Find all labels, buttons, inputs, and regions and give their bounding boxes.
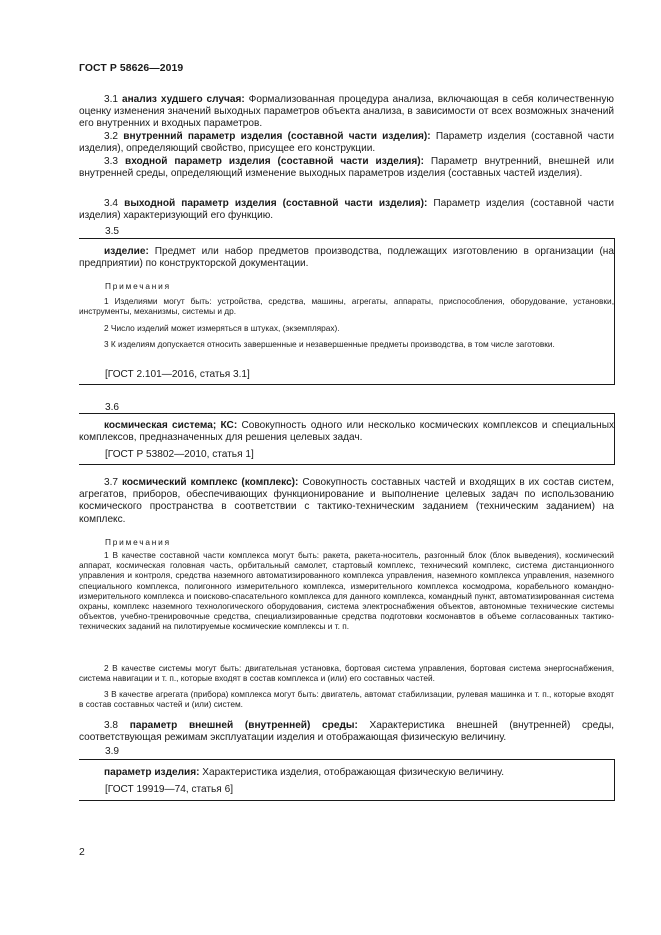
term-name: анализ худшего случая: xyxy=(121,94,245,105)
term-definition: Характеристика внешней (внутренней) среды, соответствующая режимам эксплуатации изделия и отображающая физическую величину. xyxy=(79,720,615,744)
term-name: параметр внешней (внутренней) среды: xyxy=(129,720,358,731)
term-3-7 xyxy=(79,477,614,526)
notes-heading: Примечания xyxy=(105,537,171,547)
term-definition: Параметр изделия (составной части изделия) характеризующий его функцию. xyxy=(79,198,614,222)
source-reference: [ГОСТ Р 53802—2010, статья 1] xyxy=(105,449,254,460)
term-name: внутренний параметр изделия (составной части изделия): xyxy=(123,131,431,142)
note-1: 1 В качестве составной части комплекса могут быть: ракета, ракета-носитель, разгонный блок (блок выведения), космический аппарат, космическая головная часть, орбитальный самолет, стартовый комплекс, технический комплекс, система дистанционного управления и контроля, средства наземного автоматизированного комплекса управления, наземного комплекса управления, наземного специального комплекса, полигонного измерительного комплекса, измерительного комплекса космодрома, корабельного командно-измерительного комплекса и поисково-спасательного комплекса для данного комплекса, командный пункт, автоматизированная система охраны, комплекс наземного технологического оборудования, система электроснабжения объектов, автономные технические системы объектов, учебно-тренировочные средства, специализированные средства подготовки космонавтов в объеме согласованных тактико-технических заданий на пилотируемые космические комплексы и т. п. xyxy=(79,550,614,632)
document-header: ГОСТ Р 58626—2019 xyxy=(79,63,184,74)
source-reference: [ГОСТ 19919—74, статья 6] xyxy=(105,784,233,795)
term-definition: Параметр изделия (составной части изделия), определяющий свойство, присущее его конструкции. xyxy=(79,131,614,155)
term-number-3-9: 3.9 xyxy=(105,746,120,757)
note-1: 1 Изделиями могут быть: устройства, средства, машины, агрегаты, аппараты, приспособления, оборудование, установки, инструменты, механизмы, системы и др. xyxy=(79,296,614,317)
note-2: 2 В качестве системы могут быть: двигательная установка, бортовая система управления, бортовая система энергоснабжения, система навигации и т. п., которые входят в состав комплекса и (или) его составных частей. xyxy=(79,663,614,684)
term-number-3-5: 3.5 xyxy=(105,226,120,237)
term-3-5 xyxy=(79,246,614,270)
note-2: 2 Число изделий может измеряться в штуках, (экземплярах). xyxy=(104,323,340,333)
term-definition: Совокупность одного или несколько космических комплексов и специальных комплексов, предназначенных для решения целевых задач. xyxy=(79,420,615,444)
term-name: космическая система; КС: xyxy=(104,420,238,431)
term-3-3 xyxy=(79,156,614,180)
term-name: космический комплекс (комплекс): xyxy=(121,477,299,488)
note-3: 3 К изделиям допускается относить завершенные и незавершенные предметы производства, в том числе заготовки. xyxy=(104,339,555,349)
term-number: 3.7 xyxy=(104,477,119,488)
notes-heading: Примечания xyxy=(105,281,171,291)
term-definition: Предмет или набор предметов производства, подлежащих изготовлению в организации (на предприятии) по конструкторской документации. xyxy=(79,246,614,270)
term-name: параметр изделия: xyxy=(104,767,200,778)
source-reference: [ГОСТ 2.101—2016, статья 3.1] xyxy=(105,369,250,380)
term-number-3-6: 3.6 xyxy=(105,402,120,413)
term-definition: Характеристика изделия, отображающая физическую величину. xyxy=(199,767,505,778)
term-number: 3.2 xyxy=(104,131,119,142)
term-definition: Параметр внутренний, внешней или внутренней среды, определяющий изменение выходных параметров изделия (составных частей изделия). xyxy=(79,156,614,180)
note-3: 3 В качестве агрегата (прибора) комплекса могут быть: двигатель, автомат стабилизации, рулевая машинка и т. п., которые входят в состав составных частей и (или) систем. xyxy=(79,689,614,710)
term-3-2 xyxy=(79,131,614,155)
page-number: 2 xyxy=(79,847,85,858)
term-definition: Формализованная процедура анализа, включающая в себя количественную оценку изменения значений выходных параметров объекта анализа, в зависимости от всех возможных значений его внутренних и входных параметров. xyxy=(79,94,614,130)
term-number: 3.8 xyxy=(104,720,119,731)
term-3-9 xyxy=(79,767,614,779)
term-name: изделие: xyxy=(104,246,149,257)
term-3-6 xyxy=(79,420,614,444)
term-3-4 xyxy=(79,198,614,222)
term-number: 3.3 xyxy=(104,156,119,167)
term-definition: Совокупность составных частей и входящих в их состав систем, агрегатов, приборов, обеспечивающих функционирование и выполнение целевых задач по использованию космического пространства в соответствии с тактико-техническим заданием (техническим заданием) на комплекс. xyxy=(79,477,614,525)
term-name: выходной параметр изделия (составной части изделия): xyxy=(124,198,428,209)
term-3-8 xyxy=(79,720,614,744)
term-number: 3.1 xyxy=(104,94,119,105)
term-number: 3.4 xyxy=(104,198,119,209)
term-3-1 xyxy=(79,94,614,131)
term-name: входной параметр изделия (составной части изделия): xyxy=(124,156,424,167)
